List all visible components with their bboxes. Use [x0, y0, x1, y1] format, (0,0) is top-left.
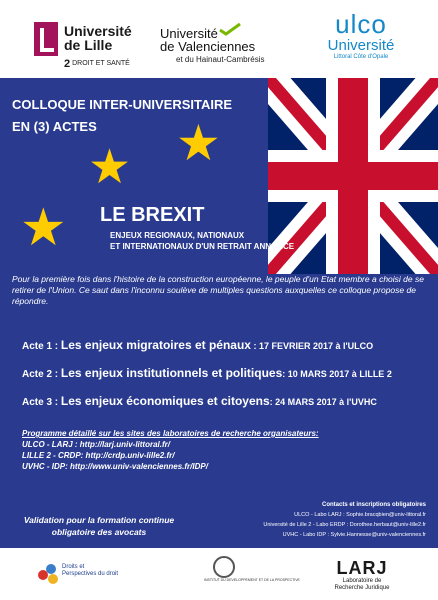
poster-panel — [0, 78, 438, 548]
universite-valenciennes-logo — [160, 26, 290, 66]
acte-date: : 17 FEVRIER 2017 à l'ULCO — [250, 341, 374, 351]
acte-3 — [22, 394, 377, 408]
acte-prefix: Acte 1 : — [22, 341, 61, 352]
contacts-title: Contacts et inscriptions obligatoires — [321, 502, 426, 508]
programme-section — [22, 428, 422, 472]
checkmark-swoosh-icon — [218, 22, 242, 36]
uvhc-logo-line1: Université — [160, 26, 218, 41]
event-subtitle-line1: ENJEUX REGIONAUX, NATIONAUX — [110, 231, 245, 240]
validation-line2: obligatoire des avocats — [51, 527, 147, 537]
event-title: LE BREXIT — [100, 204, 205, 226]
eu-star-icon: ★ — [20, 199, 67, 257]
acte-theme: Les enjeux institutionnels et politiques — [60, 366, 283, 380]
universite-de-lille-logo — [34, 22, 134, 70]
logo-dot-icon — [48, 574, 58, 584]
eu-star-icon: ★ — [88, 141, 132, 194]
lille-logo-number: 2 — [64, 58, 71, 70]
programme-link-uvhc[interactable]: UVHC - IDP: http://www.univ-valenciennes.fr/IDP/ — [22, 462, 208, 471]
programme-link-lille2[interactable]: LILLE 2 - CRDP: http://crdp.univ-lille2.fr/ — [22, 451, 175, 460]
lille-logo-sub: DROIT ET SANTÉ — [72, 60, 130, 67]
acte-date: : 24 MARS 2017 à l'UVHC — [269, 397, 377, 407]
droits-logo-line1: Droits et — [62, 564, 85, 570]
ulco-logo-line3: Littoral Côte d'Opale — [333, 54, 389, 60]
idp-logo-text: INSTITUT DU DEVELOPPEMENT ET DE LA PROSPECTIVE — [204, 578, 300, 582]
intro-paragraph: Pour la première fois dans l'histoire de la construction européenne, le peuple d'un Etat membre a choisi de se retirer de l'Union. Ce saut dans l'inconnu soulève de multiples questions auxquelles ce colloque propose de répondre. — [12, 274, 424, 306]
larj-logo — [322, 558, 402, 594]
lille-logo-line2: de Lille — [64, 37, 113, 53]
validation-line1: Validation pour la formation continue — [23, 515, 175, 525]
acte-date: : 10 MARS 2017 à LILLE 2 — [282, 369, 392, 379]
ulco-logo — [320, 10, 402, 72]
programme-link-ulco[interactable]: ULCO - LARJ : http://larj.univ-littoral.fr/ — [22, 440, 170, 449]
uvhc-logo-line3: et du Hainaut-Cambrésis — [176, 55, 265, 64]
colloque-line2: EN (3) ACTES — [12, 119, 97, 134]
contact-uvhc[interactable]: UVHC - Labo IDP : Sylvie.Hannesse@univ-valenciennes.fr — [282, 532, 426, 538]
event-subtitle — [110, 230, 294, 252]
acte-theme: Les enjeux économiques et citoyens — [60, 394, 270, 408]
colloque-heading — [12, 94, 262, 138]
logo-dot-icon — [46, 564, 56, 574]
droits-logo-line2: Perspectives du droit — [62, 571, 119, 577]
contact-ulco[interactable]: ULCO - Labo LARJ : Sophie.bracqbien@univ-littoral.fr — [294, 512, 426, 518]
acte-1 — [22, 338, 373, 352]
eu-star-icon: ★ — [176, 115, 221, 171]
ulco-logo-line2: Université — [327, 37, 395, 54]
droits-perspectives-logo — [38, 564, 119, 590]
contact-lille2[interactable]: Université de Lille 2 - Labo ERDP : Dorothee.herbaut@univ-lille2.fr — [263, 522, 426, 528]
larj-logo-text: LARJ — [336, 558, 388, 578]
larj-logo-sub1: Laboratoire de — [342, 578, 382, 584]
validation-note — [16, 514, 182, 538]
lille-mark-icon — [34, 22, 58, 56]
acte-prefix: Acte 2 : — [22, 369, 61, 380]
programme-title: Programme détaillé sur les sites des laboratoires de recherche organisateurs: — [22, 429, 319, 438]
acte-prefix: Acte 3 : — [22, 397, 61, 408]
acte-2 — [22, 366, 392, 380]
footer-logos — [0, 548, 438, 600]
event-subtitle-line2: ET INTERNATIONAUX D'UN RETRAIT ANNONCE — [110, 242, 295, 251]
lille-logo-line1: Université — [64, 23, 132, 39]
uvhc-logo-line2: de Valenciennes — [160, 39, 256, 54]
acte-theme: Les enjeux migratoires et pénaux — [60, 338, 251, 352]
idp-emblem-icon — [213, 556, 235, 578]
colloque-line1: COLLOQUE INTER-UNIVERSITAIRE — [12, 97, 233, 112]
ulco-logo-line1: ulco — [335, 9, 387, 39]
header-logos — [0, 0, 438, 78]
contacts-section — [216, 500, 426, 540]
idp-logo — [204, 556, 300, 596]
larj-logo-sub2: Recherche Juridique — [334, 585, 390, 591]
